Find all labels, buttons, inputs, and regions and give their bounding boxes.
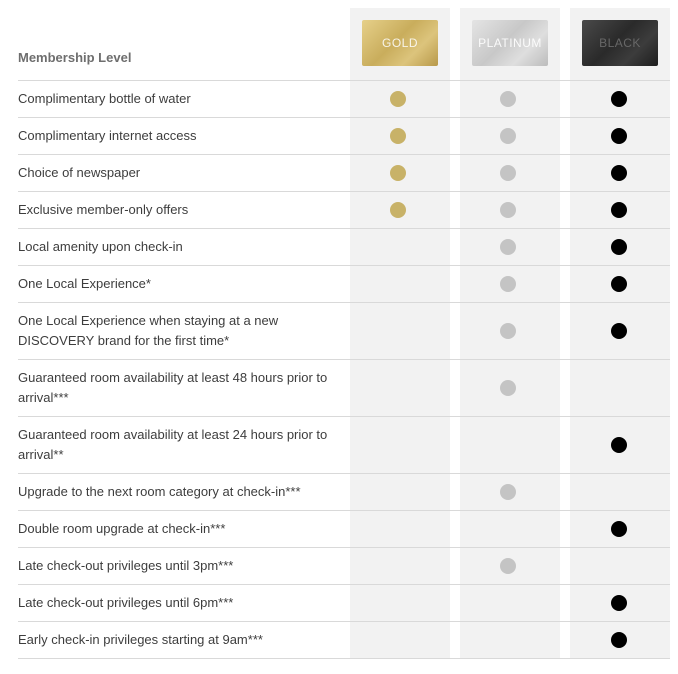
benefit-label: One Local Experience* [18,276,151,291]
gold-included-dot-icon [390,128,406,144]
gold-included-dot-icon [390,165,406,181]
black-included-dot-icon [611,595,627,611]
gold-included-dot-icon [390,91,406,107]
benefit-label: Double room upgrade at check-in*** [18,521,226,536]
benefit-row [18,417,670,474]
black-card: BLACK [582,20,658,66]
benefit-row [18,266,670,303]
benefit-label: Late check-out privileges until 6pm*** [18,595,234,610]
benefit-row [18,118,670,155]
black-included-dot-icon [611,521,627,537]
black-included-dot-icon [611,128,627,144]
benefits-table [18,80,670,659]
benefit-row [18,192,670,229]
benefit-row [18,303,670,360]
black-included-dot-icon [611,323,627,339]
black-included-dot-icon [611,632,627,648]
benefit-row [18,548,670,585]
benefit-label: Complimentary bottle of water [18,91,191,106]
benefit-row [18,474,670,511]
benefit-row [18,360,670,417]
black-included-dot-icon [611,91,627,107]
platinum-included-dot-icon [500,202,516,218]
platinum-included-dot-icon [500,323,516,339]
benefit-label: Late check-out privileges until 3pm*** [18,558,234,573]
black-included-dot-icon [611,276,627,292]
platinum-included-dot-icon [500,165,516,181]
benefit-label: Exclusive member-only offers [18,202,189,217]
benefit-label: Local amenity upon check-in [18,239,183,254]
benefit-row [18,622,670,659]
platinum-included-dot-icon [500,91,516,107]
platinum-included-dot-icon [500,276,516,292]
benefit-row [18,81,670,118]
black-included-dot-icon [611,202,627,218]
benefit-label: Guaranteed room availability at least 48 hours prior to arrival*** [18,370,328,405]
comparison-header [0,0,678,80]
platinum-included-dot-icon [500,128,516,144]
gold-card: GOLD [362,20,438,66]
benefit-label: Complimentary internet access [18,128,197,143]
black-included-dot-icon [611,239,627,255]
benefit-label: One Local Experience when staying at a new DISCOVERY brand for the first time* [18,313,279,348]
benefit-label: Early check-in privileges starting at 9am*** [18,632,263,647]
benefit-row [18,585,670,622]
platinum-included-dot-icon [500,380,516,396]
benefit-label: Choice of newspaper [18,165,141,180]
benefit-row [18,155,670,192]
gold-included-dot-icon [390,202,406,218]
platinum-included-dot-icon [500,484,516,500]
black-included-dot-icon [611,437,627,453]
benefit-label: Upgrade to the next room category at check-in*** [18,484,301,499]
black-included-dot-icon [611,165,627,181]
membership-level-heading: Membership Level [18,50,132,65]
platinum-included-dot-icon [500,558,516,574]
platinum-included-dot-icon [500,239,516,255]
platinum-card: PLATINUM [472,20,548,66]
benefit-label: Guaranteed room availability at least 24 hours prior to arrival** [18,427,328,462]
benefit-row [18,511,670,548]
benefit-row [18,229,670,266]
